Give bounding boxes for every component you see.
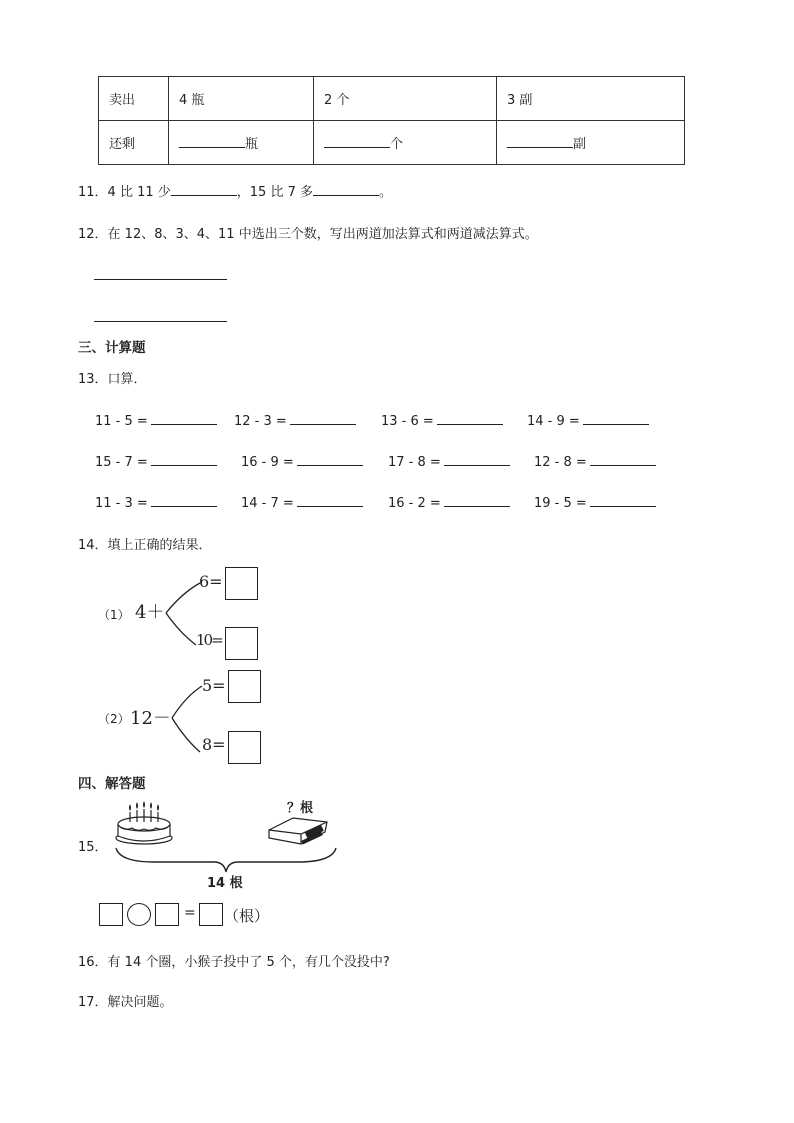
branch-lead: 12－ — [130, 708, 171, 729]
question-text: 口算． — [107, 372, 147, 387]
answer-blank[interactable] — [313, 181, 379, 196]
candle-box-icon — [265, 812, 333, 848]
answer-blank[interactable] — [437, 410, 503, 425]
answer-blank[interactable] — [179, 133, 245, 148]
answer-blank[interactable] — [444, 492, 510, 507]
table-cell: 4 瓶 — [169, 77, 314, 121]
table-cell — [314, 121, 497, 165]
question-number: 12． — [78, 227, 108, 242]
branch-lead: 4＋ — [135, 602, 165, 623]
calc-item: 16 - 9 = — [241, 451, 363, 470]
question-13 — [78, 368, 147, 387]
answer-line[interactable] — [94, 321, 227, 322]
question-text: 4 比 11 少 — [107, 185, 171, 200]
question-12 — [78, 223, 538, 242]
section-heading: 四、解答题 — [78, 776, 146, 792]
table-row — [99, 121, 685, 165]
total-label: 14 根 — [207, 876, 243, 891]
answer-box[interactable] — [155, 903, 179, 926]
answer-blank[interactable] — [583, 410, 649, 425]
answer-blank[interactable] — [297, 451, 363, 466]
calc-item: 14 - 7 = — [241, 492, 363, 511]
question-text: ，15 比 7 多 — [236, 185, 313, 200]
unit-label: （根） — [224, 907, 270, 925]
answer-box[interactable] — [225, 627, 258, 660]
answer-box[interactable] — [228, 670, 261, 703]
answer-blank[interactable] — [151, 410, 217, 425]
question-text: 填上正确的结果． — [107, 538, 212, 553]
answer-blank[interactable] — [324, 133, 390, 148]
answer-box[interactable] — [199, 903, 223, 926]
question-text: 在 12、8、3、4、11 中选出三个数，写出两道加法算式和两道减法算式。 — [107, 227, 538, 242]
cake-icon — [112, 800, 176, 846]
answer-blank[interactable] — [290, 410, 356, 425]
row-label: 还剩 — [99, 121, 169, 165]
answer-box[interactable] — [99, 903, 123, 926]
section-heading: 三、计算题 — [78, 340, 146, 356]
part-label: （2） — [98, 712, 130, 726]
question-number: 11． — [78, 185, 108, 200]
calc-item: 17 - 8 = — [388, 451, 510, 470]
answer-box[interactable] — [228, 731, 261, 764]
answer-blank[interactable] — [171, 181, 237, 196]
table-cell — [169, 121, 314, 165]
question-number: 17． — [78, 995, 108, 1010]
question-16 — [78, 951, 390, 970]
branch-operand: 8= — [202, 735, 226, 754]
calc-item: 16 - 2 = — [388, 492, 510, 511]
brace-icon — [114, 846, 338, 874]
question-number: 13． — [78, 372, 108, 387]
question-number: 16． — [78, 955, 108, 970]
equals-sign: = — [184, 905, 196, 921]
question-text: 。 — [378, 185, 392, 200]
answer-blank[interactable] — [151, 492, 217, 507]
branch-operand: 6= — [199, 572, 223, 591]
unknown-label: ？根 — [287, 801, 314, 816]
table-cell: 3 副 — [497, 77, 685, 121]
calc-item: 13 - 6 = — [381, 410, 503, 429]
unit-label: 副 — [573, 137, 587, 152]
question-14 — [78, 534, 212, 553]
calc-item: 14 - 9 = — [527, 410, 649, 429]
calc-item: 12 - 3 = — [234, 410, 356, 429]
unit-label: 个 — [390, 137, 404, 152]
question-text: 解决问题。 — [107, 995, 173, 1010]
answer-blank[interactable] — [151, 451, 217, 466]
question-number: 14． — [78, 538, 108, 553]
question-11 — [78, 181, 392, 200]
branch-operand: 5= — [202, 676, 226, 695]
branch-operand: 10= — [196, 631, 222, 649]
table-cell — [497, 121, 685, 165]
answer-line[interactable] — [94, 279, 227, 280]
question-number: 15． — [78, 840, 108, 855]
calc-item: 11 - 3 = — [95, 492, 217, 511]
question-17 — [78, 991, 173, 1010]
table-row — [99, 77, 685, 121]
table-cell: 2 个 — [314, 77, 497, 121]
calc-item: 15 - 7 = — [95, 451, 217, 470]
part-label: （1） — [98, 608, 130, 622]
calc-item: 12 - 8 = — [534, 451, 656, 470]
answer-blank[interactable] — [590, 451, 656, 466]
calc-item: 19 - 5 = — [534, 492, 656, 511]
answer-blank[interactable] — [297, 492, 363, 507]
unit-label: 瓶 — [245, 137, 259, 152]
answer-blank[interactable] — [444, 451, 510, 466]
question-text: 有 14 个圈，小猴子投中了 5 个，有几个没投中? — [107, 955, 390, 970]
row-label: 卖出 — [99, 77, 169, 121]
calc-item: 11 - 5 = — [95, 410, 217, 429]
answer-blank[interactable] — [590, 492, 656, 507]
operator-circle[interactable] — [127, 903, 151, 926]
answer-box[interactable] — [225, 567, 258, 600]
answer-blank[interactable] — [507, 133, 573, 148]
sold-remaining-table — [98, 76, 685, 165]
